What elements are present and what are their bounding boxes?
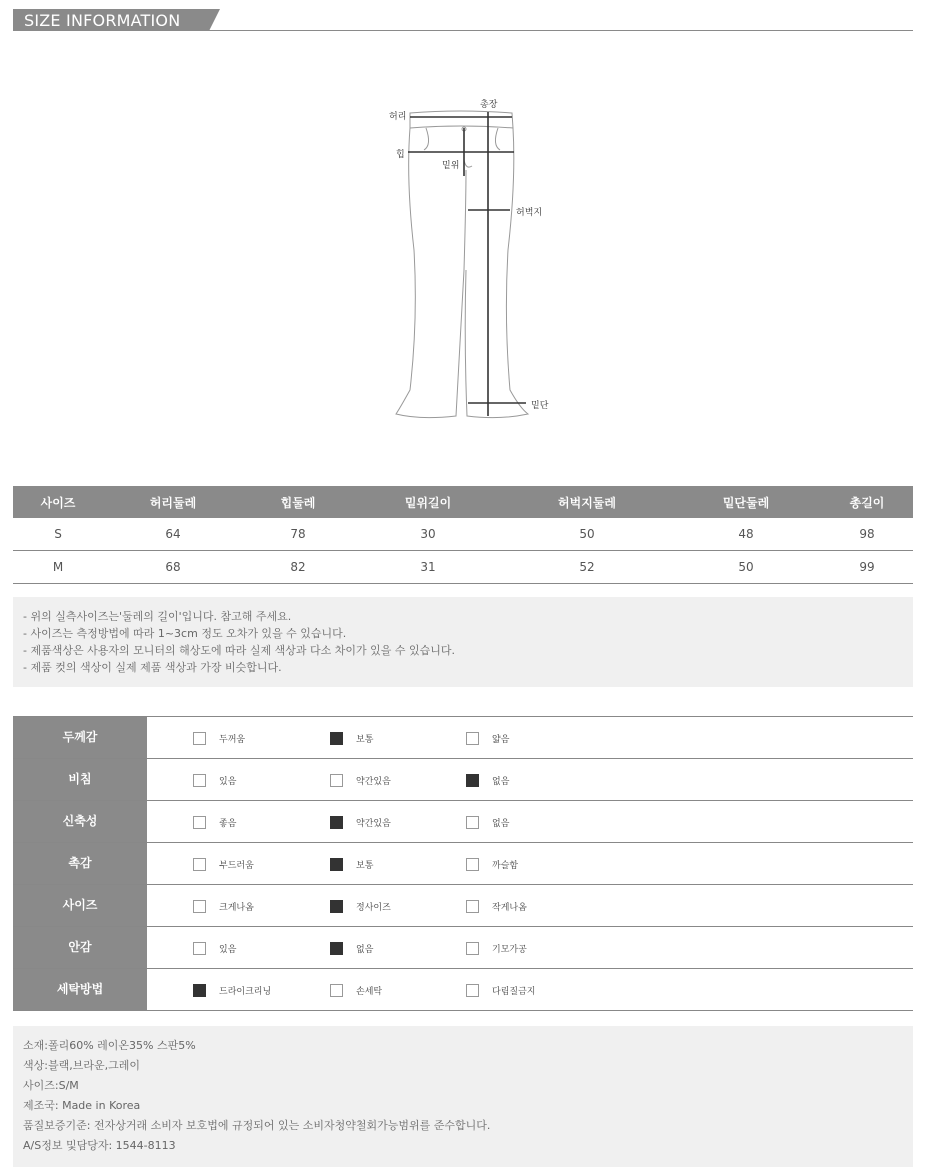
unchecked-box-icon	[466, 942, 479, 955]
table-row	[13, 551, 913, 584]
option-label: 기모가공	[492, 945, 527, 955]
section-header	[13, 9, 913, 32]
properties-table	[13, 716, 913, 1011]
unchecked-box-icon	[193, 774, 206, 787]
rise-label: 밑위	[442, 161, 460, 171]
table-cell: 50	[671, 551, 821, 584]
property-label: 촉감	[13, 843, 147, 884]
note-line: - 제품색상은 사용자의 모니터의 해상도에 따라 실제 색상과 다소 차이가 있을 수 있습니다.	[23, 644, 455, 657]
table-cell: S	[13, 518, 103, 551]
table-cell: 64	[103, 518, 243, 551]
option-label: 얇음	[492, 735, 510, 745]
table-cell: 78	[243, 518, 353, 551]
property-row	[13, 717, 913, 759]
option-label: 부드러움	[219, 861, 254, 871]
unchecked-box-icon	[466, 900, 479, 913]
table-cell: 30	[353, 518, 503, 551]
table-cell: 68	[103, 551, 243, 584]
property-row	[13, 969, 913, 1011]
checked-box-icon	[330, 858, 343, 871]
table-cell: 52	[503, 551, 671, 584]
header-divider	[13, 30, 913, 31]
option-label: 다림질금지	[492, 987, 536, 997]
length-label: 총장	[480, 100, 498, 110]
info-line: 품질보증기준: 전자상거래 소비자 보호법에 규정되어 있는 소비자청약철회가능범위를 준수합니다.	[23, 1119, 491, 1132]
unchecked-box-icon	[330, 984, 343, 997]
option-label: 손세탁	[356, 987, 383, 997]
option-label: 드라이크리닝	[219, 987, 272, 997]
unchecked-box-icon	[466, 732, 479, 745]
thigh-label: 허벅지	[516, 208, 543, 218]
property-row	[13, 843, 913, 885]
unchecked-box-icon	[193, 858, 206, 871]
option-label: 좋음	[219, 819, 237, 829]
info-line: 색상:블랙,브라운,그레이	[23, 1059, 140, 1072]
property-label: 안감	[13, 927, 147, 968]
property-row	[13, 927, 913, 969]
note-line: - 제품 컷의 색상이 실제 제품 색상과 가장 비슷합니다.	[23, 661, 282, 674]
table-cell: 50	[503, 518, 671, 551]
option-label: 있음	[219, 945, 237, 955]
table-cell: 31	[353, 551, 503, 584]
size-table-header	[13, 486, 913, 518]
note-line: - 위의 실측사이즈는'둘레의 길이'입니다. 참고해 주세요.	[23, 610, 292, 623]
option-label: 작게나옴	[492, 903, 527, 913]
info-line: 소재:폴리60% 레이온35% 스판5%	[23, 1039, 196, 1052]
size-table-header-cell: 사이즈	[13, 486, 103, 518]
unchecked-box-icon	[193, 900, 206, 913]
product-info	[13, 1026, 913, 1167]
table-cell: M	[13, 551, 103, 584]
table-cell: 98	[821, 518, 913, 551]
checked-box-icon	[330, 942, 343, 955]
unchecked-box-icon	[466, 816, 479, 829]
option-label: 없음	[492, 777, 510, 787]
option-label: 없음	[356, 945, 374, 955]
table-row	[13, 518, 913, 551]
size-table-header-cell: 밑위길이	[353, 486, 503, 518]
unchecked-box-icon	[193, 732, 206, 745]
property-label: 사이즈	[13, 885, 147, 926]
option-label: 있음	[219, 777, 237, 787]
pants-diagram	[380, 90, 560, 430]
checked-box-icon	[193, 984, 206, 997]
unchecked-box-icon	[466, 984, 479, 997]
info-line: A/S정보 및담당자: 1544-8113	[23, 1139, 176, 1152]
option-label: 보통	[356, 735, 374, 745]
unchecked-box-icon	[193, 942, 206, 955]
property-label: 신축성	[13, 801, 147, 842]
hip-label: 힙	[396, 150, 405, 160]
hem-label: 밑단	[531, 401, 549, 411]
option-label: 까슬함	[492, 861, 519, 871]
option-label: 약간있음	[356, 777, 391, 787]
checked-box-icon	[330, 816, 343, 829]
waist-label: 허리	[389, 112, 407, 122]
table-cell: 82	[243, 551, 353, 584]
pants-illustration	[380, 90, 560, 430]
property-label: 두께감	[13, 717, 147, 758]
option-label: 없음	[492, 819, 510, 829]
info-line: 사이즈:S/M	[23, 1079, 79, 1092]
option-label: 약간있음	[356, 819, 391, 829]
info-line: 제조국: Made in Korea	[23, 1099, 141, 1112]
unchecked-box-icon	[466, 858, 479, 871]
size-table-header-cell: 허리둘레	[103, 486, 243, 518]
checked-box-icon	[330, 732, 343, 745]
checked-box-icon	[330, 900, 343, 913]
unchecked-box-icon	[330, 774, 343, 787]
size-table-header-cell: 허벅지둘레	[503, 486, 671, 518]
option-label: 정사이즈	[356, 903, 391, 913]
option-label: 두꺼움	[219, 735, 246, 745]
property-row	[13, 801, 913, 843]
property-row	[13, 759, 913, 801]
section-title: SIZE INFORMATION	[24, 11, 181, 30]
property-label: 비침	[13, 759, 147, 800]
size-table-header-cell: 힙둘레	[243, 486, 353, 518]
unchecked-box-icon	[193, 816, 206, 829]
size-notes	[13, 597, 913, 687]
checked-box-icon	[466, 774, 479, 787]
property-row	[13, 885, 913, 927]
size-table-header-cell: 밑단둘레	[671, 486, 821, 518]
property-label: 세탁방법	[13, 969, 147, 1010]
size-table	[13, 486, 913, 584]
option-label: 보통	[356, 861, 374, 871]
size-table-header-cell: 총길이	[821, 486, 913, 518]
table-cell: 99	[821, 551, 913, 584]
note-line: - 사이즈는 측정방법에 따라 1~3cm 정도 오차가 있을 수 있습니다.	[23, 627, 347, 640]
option-label: 크게나옴	[219, 903, 254, 913]
table-cell: 48	[671, 518, 821, 551]
